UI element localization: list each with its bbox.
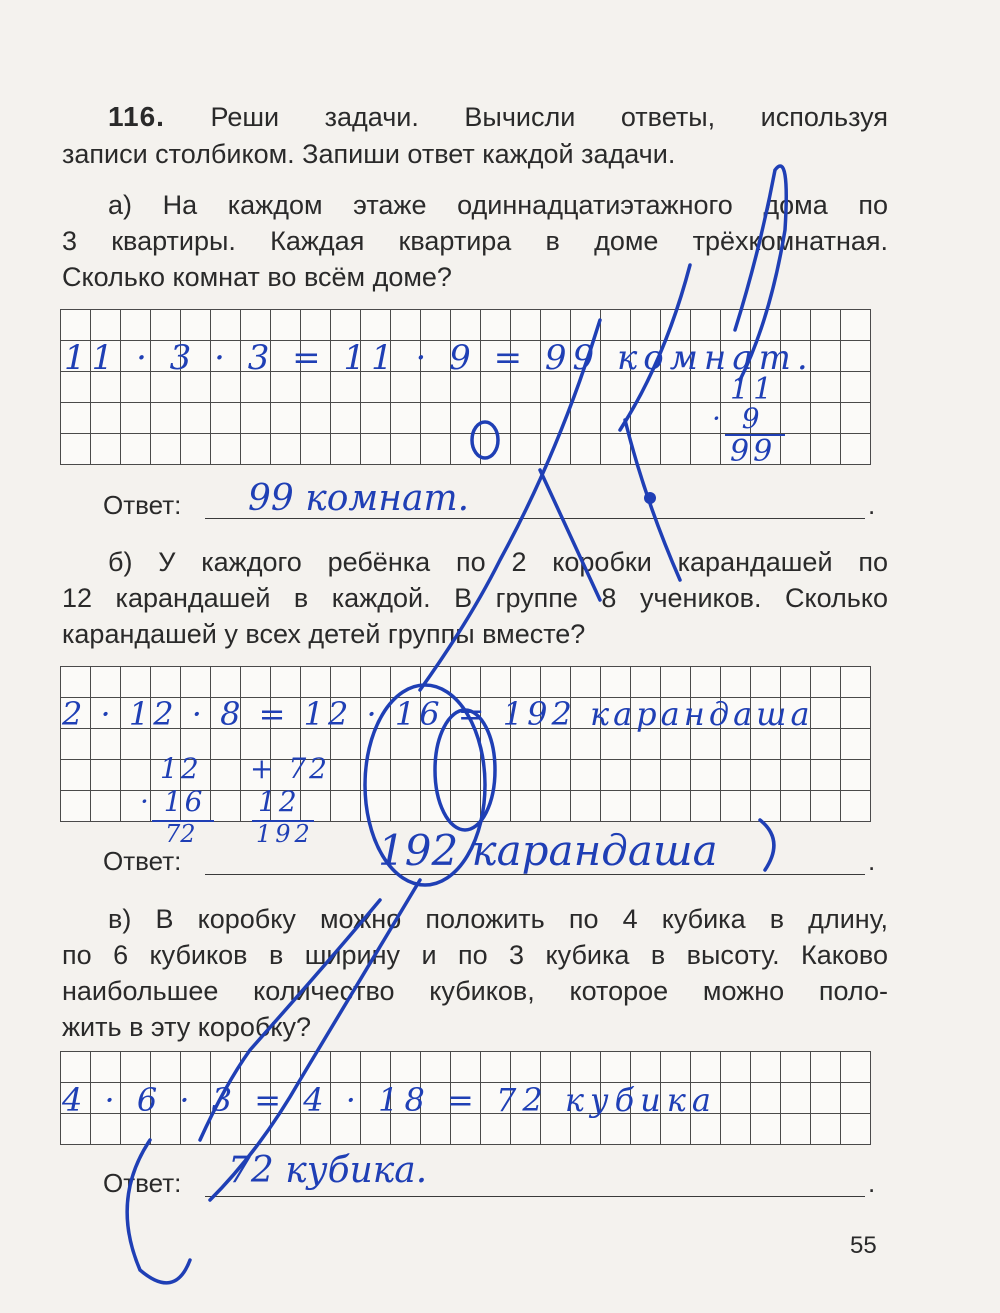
problem-b-answer-label: Ответ: (103, 846, 182, 876)
scribble-stroke (760, 820, 774, 870)
task-header-line2: записи столбиком. Запиши ответ каждой задачи. (62, 139, 676, 169)
problem-v-line1: в) В коробку можно положить по 4 кубика в длину, (108, 904, 888, 934)
problem-b-answer-text: 192 карандаша (378, 826, 718, 875)
task-number: 116. (108, 101, 165, 132)
page-number: 55 (850, 1232, 877, 1259)
problem-v-line4: жить в эту коробку? (62, 1012, 312, 1042)
problem-b-work-equation: 2 · 12 · 8 = 12 · 16 = 192 карандаша (62, 695, 814, 733)
problem-a-answer-dot: . (868, 490, 876, 520)
problem-b-line2: 12 карандашей в каждой. В группе 8 учеников. Сколько (62, 583, 888, 613)
problem-v-answer-text: 72 кубика. (228, 1150, 428, 1191)
problem-b-col2-add: 12 (258, 785, 300, 818)
scribble-stroke (127, 1140, 190, 1283)
problem-b-col2-result: 192 (256, 820, 314, 848)
problem-b-col2-top: + 72 (250, 752, 330, 785)
task-header-text: Реши задачи. Вычисли ответы, используя (210, 102, 888, 132)
problem-a-column-result: 99 (730, 434, 777, 469)
problem-b-col1-top: 12 (160, 752, 202, 785)
problem-a-work-equation: 11 · 3 · 3 = 11 · 9 = 99 комнат. (64, 338, 814, 378)
problem-v-line2: по 6 кубиков в ширину и по 3 кубика в высоту. Каково (62, 940, 888, 970)
problem-a-line3: Сколько комнат во всём доме? (62, 262, 452, 292)
problem-v-work-equation: 4 · 6 · 3 = 4 · 18 = 72 кубика (62, 1081, 717, 1119)
problem-a-line2: 3 квартиры. Каждая квартира в доме трёхкомнатная. (62, 226, 888, 256)
problem-b-line3: карандашей у всех детей группы вместе? (62, 619, 586, 649)
task-header-line1 (108, 100, 888, 134)
problem-b-col1-result: 72 (165, 820, 196, 848)
problem-a-answer-label: Ответ: (103, 490, 182, 520)
scribble-dot (644, 492, 656, 504)
problem-v-answer-line (205, 1196, 865, 1197)
problem-a-column-top: 11 (730, 372, 777, 407)
problem-a-answer-text: 99 комнат. (248, 478, 470, 519)
problem-a-line1: а) На каждом этаже одиннадцатиэтажного дома по (108, 190, 888, 220)
problem-v-answer-dot: . (868, 1168, 876, 1198)
problem-b-line1: б) У каждого ребёнка по 2 коробки карандашей по (108, 547, 888, 577)
problem-v-answer-label: Ответ: (103, 1168, 182, 1198)
problem-a-column-mul: · 9 (712, 402, 766, 435)
problem-b-col1-mul: · 16 (140, 785, 206, 818)
problem-v-line3: наибольшее количество кубиков, которое можно поло- (62, 976, 888, 1006)
problem-b-answer-dot: . (868, 846, 876, 876)
